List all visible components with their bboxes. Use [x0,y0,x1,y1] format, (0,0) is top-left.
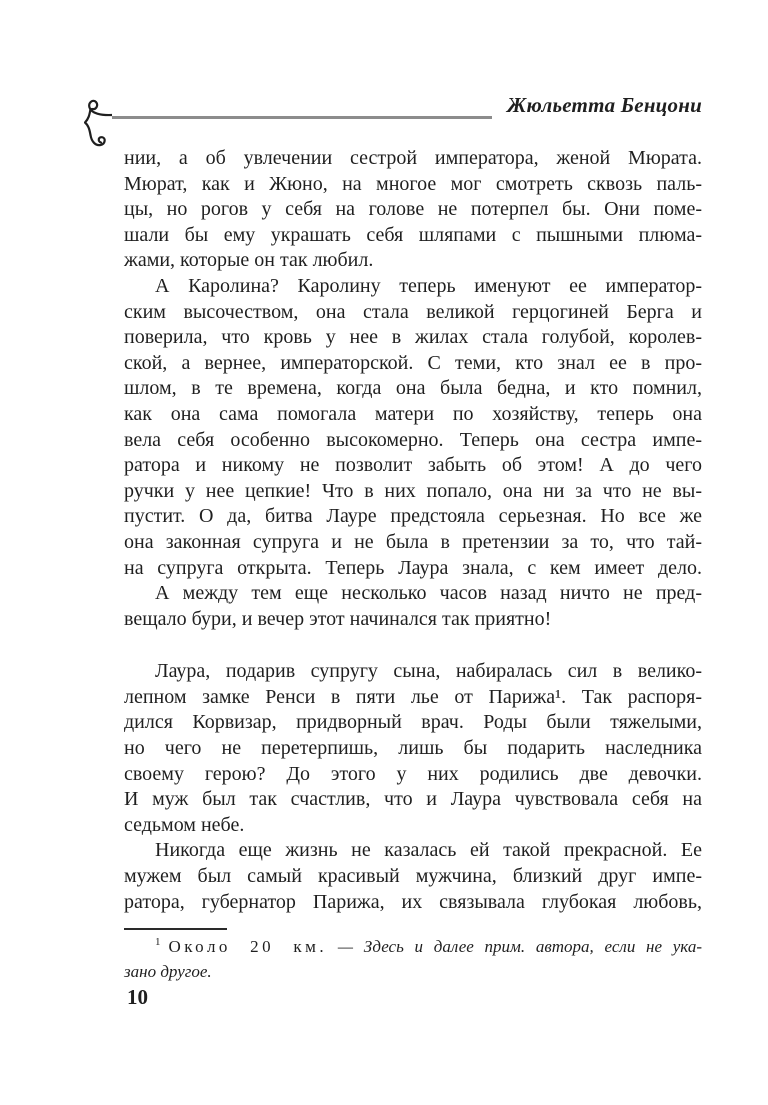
text-line: Мюрат, как и Жюно, на многое мог смотреть сквозь паль- [124,172,702,195]
paragraph [124,146,702,274]
text-line: ратора и никому не позволит забыть об этом! А до чего [124,454,702,477]
text-line: Никогда еще жизнь не казалась ей такой прекрасной. Ее [155,839,702,862]
text-line: седьмом небе. [124,813,245,836]
text-line: вела себя особенно высокомерно. Теперь она сестра импе- [124,428,702,451]
text-line: шали бы ему украшать себя шляпами с пышными плюма- [124,223,702,246]
page-number: 10 [127,985,148,1009]
flourish-ornament-icon [84,98,112,148]
text-line: И муж был так счастлив, что и Лаура чувствовала себя на [124,788,702,811]
text-line: А Каролина? Каролину теперь именуют ее император- [155,274,702,297]
paragraph [124,274,702,581]
footnote-italic-text: — Здесь и далее прим. автора, если не ука- [337,937,703,956]
footnote-line-1 [124,934,702,959]
text-line: она законная супруга и не была в претензии за то, что тай- [124,530,702,553]
footnote [124,934,702,984]
text-line: пустит. О да, битва Лауре предстояла серьезная. Но все же [124,505,702,528]
body-text [124,146,702,915]
text-line: ской, а вернее, императорской. С теми, кто знал ее в про- [124,351,702,374]
text-line: А между тем еще несколько часов назад ничто не пред- [155,582,702,605]
footnote-marker: 1 [155,936,161,949]
text-line: ратора, губернатор Парижа, их связывала глубокая любовь, [124,890,702,913]
text-line: поверила, что кровь у нее в жилах стала голубой, королев- [124,326,702,349]
footnote-spaced-text: Около 20 км. [168,937,328,956]
footnote-line-2: зано другое. [124,962,212,981]
text-line: своему герою? До этого у них родились две девочки. [124,762,702,785]
text-line: нии, а об увлечении сестрой императора, женой Мюрата. [124,147,702,169]
text-line: ским высочеством, она стала великой герцогиней Берга и [124,300,702,323]
text-line: жами, которые он так любил. [124,249,374,272]
text-line: цы, но рогов у себя на голове не потерпел бы. Они поме- [124,198,702,221]
text-line: мужем был самый красивый мужчина, близкий друг импе- [124,865,702,888]
text-line: шлом, в те времена, когда она была бедна, и кто помнил, [124,377,702,400]
header-rule [112,116,492,119]
text-line: но чего не перетерпишь, лишь бы подарить наследника [124,737,702,760]
text-line: на супруга открыта. Теперь Лаура знала, с кем имеет дело. [124,556,702,579]
footnote-rule [124,928,227,930]
text-line: вещало бури, и вечер этот начинался так приятно! [124,607,552,630]
text-line: лепном замке Ренси в пяти лье от Парижа¹. Так распоря- [124,685,702,708]
text-line: как она сама помогала матери по хозяйству, теперь она [124,402,702,425]
paragraph [124,659,702,838]
author-name: Жюльетта Бенцони [507,93,702,117]
text-line: Лаура, подарив супругу сына, набиралась сил в велико- [155,660,702,683]
text-line: ручки у нее цепкие! Что в них попало, она ни за что не вы- [124,479,702,502]
text-line: дился Корвизар, придворный врач. Роды были тяжелыми, [124,711,702,734]
paragraph [124,838,702,915]
paragraph [124,581,702,632]
